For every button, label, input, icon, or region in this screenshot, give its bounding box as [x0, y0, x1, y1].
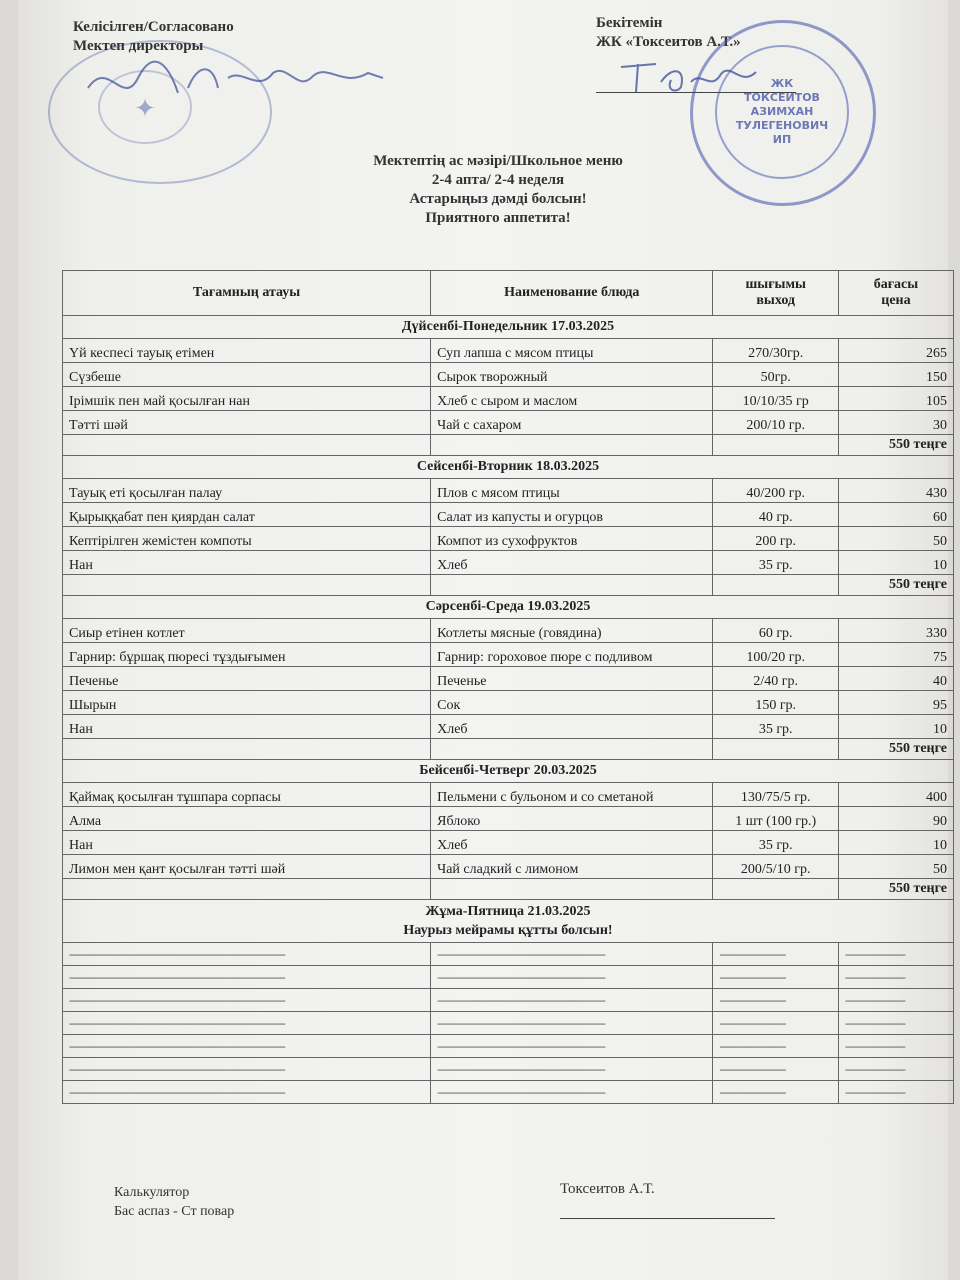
menu-title — [208, 152, 788, 228]
dish-name-ru: Хлеб — [431, 715, 713, 739]
director-label: Мектеп директоры — [73, 38, 204, 54]
dish-price: 10 — [838, 831, 953, 855]
dish-output: 10/10/35 гр — [713, 387, 838, 411]
table-row — [63, 619, 954, 643]
dish-price: 75 — [838, 643, 953, 667]
dish-name-ru: Хлеб — [431, 551, 713, 575]
table-row — [63, 783, 954, 807]
dish-name-kz: Лимон мен қант қосылған тәтті шәй — [63, 855, 431, 879]
dish-output: 200/5/10 гр. — [713, 855, 838, 879]
dish-price: 60 — [838, 503, 953, 527]
header-line: цена — [881, 293, 911, 308]
dash-filler: ------------------------------------------------------------------------ — [63, 1081, 431, 1104]
dish-name-ru: Чай сладкий с лимоном — [431, 855, 713, 879]
col-header-output — [713, 271, 838, 316]
document-page — [18, 0, 948, 1280]
dash-filler: ------------------------------------------------------------------------ — [63, 943, 431, 966]
dash-filler: -------------------------------------------------------- — [431, 1012, 713, 1035]
day-header-row — [63, 596, 954, 619]
footer-left — [114, 1183, 234, 1221]
day-total: 550 теңге — [838, 575, 953, 596]
stamp-text: ТОКСЕИТОВ — [744, 91, 820, 104]
empty-cell — [713, 879, 838, 900]
dish-price: 430 — [838, 479, 953, 503]
total-row — [63, 435, 954, 456]
stamp-text: ТУЛЕГЕНОВИЧ — [735, 119, 829, 132]
empty-cell — [63, 879, 431, 900]
day-title: Сейсенбі-Вторник 18.03.2025 — [63, 456, 954, 479]
dish-price: 265 — [838, 339, 953, 363]
dish-price: 150 — [838, 363, 953, 387]
dash-filler: -------------------- — [838, 989, 953, 1012]
col-header-ru: Наименование блюда — [431, 271, 713, 316]
table-row — [63, 411, 954, 435]
empty-cell — [63, 739, 431, 760]
dash-filler: -------------------- — [838, 1035, 953, 1058]
dish-name-ru: Гарнир: гороховое пюре с подливом — [431, 643, 713, 667]
dish-output: 35 гр. — [713, 831, 838, 855]
dish-name-kz: Нан — [63, 551, 431, 575]
dish-name-kz: Кептірілген жемістен компоты — [63, 527, 431, 551]
dish-output: 150 гр. — [713, 691, 838, 715]
header-line: шығымы — [745, 277, 806, 292]
dash-filler: -------------------------------------------------------- — [431, 966, 713, 989]
empty-cell — [713, 575, 838, 596]
blank-row — [63, 943, 954, 966]
dish-name-kz: Нан — [63, 715, 431, 739]
friday-title: Жұма-Пятница 21.03.2025 — [425, 904, 591, 919]
day-header-row — [63, 760, 954, 783]
table-row — [63, 387, 954, 411]
friday-cell — [63, 900, 954, 943]
table-header-row — [63, 271, 954, 316]
menu-table — [62, 270, 954, 1104]
dash-filler: ---------------------- — [713, 1012, 838, 1035]
table-row — [63, 715, 954, 739]
menu-body — [63, 316, 954, 1104]
approve-label: Бекітемін — [596, 15, 663, 31]
dish-name-kz: Тауық еті қосылған палау — [63, 479, 431, 503]
dash-filler: ---------------------- — [713, 966, 838, 989]
week-label: 2-4 апта/ 2-4 неделя — [431, 172, 565, 188]
day-title: Сәрсенбі-Среда 19.03.2025 — [63, 596, 954, 619]
empty-cell — [713, 739, 838, 760]
dish-name-ru: Сок — [431, 691, 713, 715]
dish-name-ru: Котлеты мясные (говядина) — [431, 619, 713, 643]
dash-filler: ---------------------- — [713, 1081, 838, 1104]
stamp-emblem: ✦ — [98, 70, 192, 144]
dash-filler: ------------------------------------------------------------------------ — [63, 966, 431, 989]
table-row — [63, 667, 954, 691]
dish-name-kz: Печенье — [63, 667, 431, 691]
table-row — [63, 479, 954, 503]
dash-filler: ---------------------- — [713, 1035, 838, 1058]
empty-cell — [431, 575, 713, 596]
dash-filler: ---------------------- — [713, 989, 838, 1012]
dash-filler: -------------------- — [838, 1058, 953, 1081]
table-row — [63, 831, 954, 855]
dash-filler: ------------------------------------------------------------------------ — [63, 1012, 431, 1035]
dish-price: 90 — [838, 807, 953, 831]
table-row — [63, 855, 954, 879]
greeting-ru: Приятного аппетита! — [425, 210, 571, 226]
blank-row — [63, 1012, 954, 1035]
dash-filler: -------------------------------------------------------- — [431, 989, 713, 1012]
dish-output: 200/10 гр. — [713, 411, 838, 435]
table-row — [63, 527, 954, 551]
blank-row — [63, 989, 954, 1012]
footer-signatory: Токсеитов А.Т. — [560, 1181, 655, 1197]
dish-output: 40 гр. — [713, 503, 838, 527]
dish-name-kz: Қаймақ қосылған тұшпара сорпасы — [63, 783, 431, 807]
friday-row — [63, 900, 954, 943]
holiday-greeting: Наурыз мейрамы құтты болсын! — [403, 923, 613, 938]
day-header-row — [63, 316, 954, 339]
dash-filler: ---------------------- — [713, 943, 838, 966]
dish-price: 105 — [838, 387, 953, 411]
total-row — [63, 739, 954, 760]
dish-name-kz: Алма — [63, 807, 431, 831]
dish-name-ru: Хлеб — [431, 831, 713, 855]
dish-name-kz: Сүзбеше — [63, 363, 431, 387]
blank-row — [63, 1058, 954, 1081]
dash-filler: -------------------------------------------------------- — [431, 1035, 713, 1058]
table-row — [63, 551, 954, 575]
day-header-row — [63, 456, 954, 479]
footer-sign-line — [560, 1218, 775, 1219]
dish-output: 35 гр. — [713, 551, 838, 575]
dish-name-kz: Нан — [63, 831, 431, 855]
day-total: 550 теңге — [838, 435, 953, 456]
blank-row — [63, 1081, 954, 1104]
dish-price: 400 — [838, 783, 953, 807]
dish-name-ru: Печенье — [431, 667, 713, 691]
dish-price: 330 — [838, 619, 953, 643]
dish-name-ru: Хлеб с сыром и маслом — [431, 387, 713, 411]
director-signature — [78, 48, 398, 118]
agreed-label: Келісілген/Согласовано — [73, 19, 234, 35]
dish-output: 100/20 гр. — [713, 643, 838, 667]
calculator-label: Калькулятор — [114, 1185, 190, 1200]
empty-cell — [63, 575, 431, 596]
title-line: Мектептің ас мәзірі/Школьное меню — [373, 153, 623, 169]
dish-name-ru: Пельмени с бульоном и со сметаной — [431, 783, 713, 807]
dish-output: 50гр. — [713, 363, 838, 387]
dash-filler: ------------------------------------------------------------------------ — [63, 1035, 431, 1058]
stamp-text: АЗИМХАН — [750, 105, 814, 118]
chef-label: Бас аспаз - Ст повар — [114, 1204, 235, 1219]
dish-price: 50 — [838, 855, 953, 879]
empty-cell — [431, 739, 713, 760]
day-title: Бейсенбі-Четверг 20.03.2025 — [63, 760, 954, 783]
table-row — [63, 363, 954, 387]
dish-price: 40 — [838, 667, 953, 691]
day-total: 550 теңге — [838, 879, 953, 900]
table-row — [63, 643, 954, 667]
table-row — [63, 691, 954, 715]
greeting-kz: Астарыңыз дәмді болсын! — [409, 191, 587, 207]
col-header-price — [838, 271, 953, 316]
dish-output: 200 гр. — [713, 527, 838, 551]
table-row — [63, 503, 954, 527]
dish-price: 10 — [838, 551, 953, 575]
dish-name-ru: Сырок творожный — [431, 363, 713, 387]
total-row — [63, 879, 954, 900]
empty-cell — [431, 879, 713, 900]
dish-name-kz: Үй кеспесі тауық етімен — [63, 339, 431, 363]
dish-name-kz: Тәтті шәй — [63, 411, 431, 435]
empty-cell — [713, 435, 838, 456]
table-row — [63, 339, 954, 363]
dish-output: 1 шт (100 гр.) — [713, 807, 838, 831]
header-line: бағасы — [873, 277, 919, 292]
dish-name-ru: Плов с мясом птицы — [431, 479, 713, 503]
dash-filler: -------------------------------------------------------- — [431, 1081, 713, 1104]
day-title: Дүйсенбі-Понедельник 17.03.2025 — [63, 316, 954, 339]
dash-filler: -------------------- — [838, 1012, 953, 1035]
dish-name-kz: Гарнир: бұршақ пюресі тұздығымен — [63, 643, 431, 667]
dish-output: 35 гр. — [713, 715, 838, 739]
dish-price: 95 — [838, 691, 953, 715]
dish-output: 130/75/5 гр. — [713, 783, 838, 807]
blank-row — [63, 1035, 954, 1058]
dish-output: 60 гр. — [713, 619, 838, 643]
dish-name-ru: Суп лапша с мясом птицы — [431, 339, 713, 363]
dish-output: 270/30гр. — [713, 339, 838, 363]
dash-filler: ------------------------------------------------------------------------ — [63, 1058, 431, 1081]
dish-name-ru: Чай с сахаром — [431, 411, 713, 435]
dish-price: 50 — [838, 527, 953, 551]
entrepreneur-label: ЖК «Токсеитов А.Т.» — [596, 34, 741, 50]
dish-name-kz: Шырын — [63, 691, 431, 715]
header-line: выход — [756, 293, 796, 308]
dash-filler: ------------------------------------------------------------------------ — [63, 989, 431, 1012]
dash-filler: -------------------- — [838, 966, 953, 989]
dash-filler: -------------------------------------------------------- — [431, 943, 713, 966]
dish-price: 10 — [838, 715, 953, 739]
dish-name-ru: Яблоко — [431, 807, 713, 831]
empty-cell — [63, 435, 431, 456]
dish-name-ru: Салат из капусты и огурцов — [431, 503, 713, 527]
dash-filler: -------------------- — [838, 1081, 953, 1104]
dish-output: 2/40 гр. — [713, 667, 838, 691]
dish-output: 40/200 гр. — [713, 479, 838, 503]
dish-name-kz: Қырыққабат пен қиярдан салат — [63, 503, 431, 527]
empty-cell — [431, 435, 713, 456]
dish-name-ru: Компот из сухофруктов — [431, 527, 713, 551]
dish-name-kz: Ірімшік пен май қосылған нан — [63, 387, 431, 411]
dish-price: 30 — [838, 411, 953, 435]
stamp-text: ЖК — [770, 77, 794, 90]
dash-filler: -------------------------------------------------------- — [431, 1058, 713, 1081]
dash-filler: -------------------- — [838, 943, 953, 966]
col-header-kz: Тағамның атауы — [63, 271, 431, 316]
table-row — [63, 807, 954, 831]
dish-name-kz: Сиыр етінен котлет — [63, 619, 431, 643]
total-row — [63, 575, 954, 596]
dash-filler: ---------------------- — [713, 1058, 838, 1081]
day-total: 550 теңге — [838, 739, 953, 760]
stamp-text: ИП — [772, 133, 792, 146]
blank-row — [63, 966, 954, 989]
